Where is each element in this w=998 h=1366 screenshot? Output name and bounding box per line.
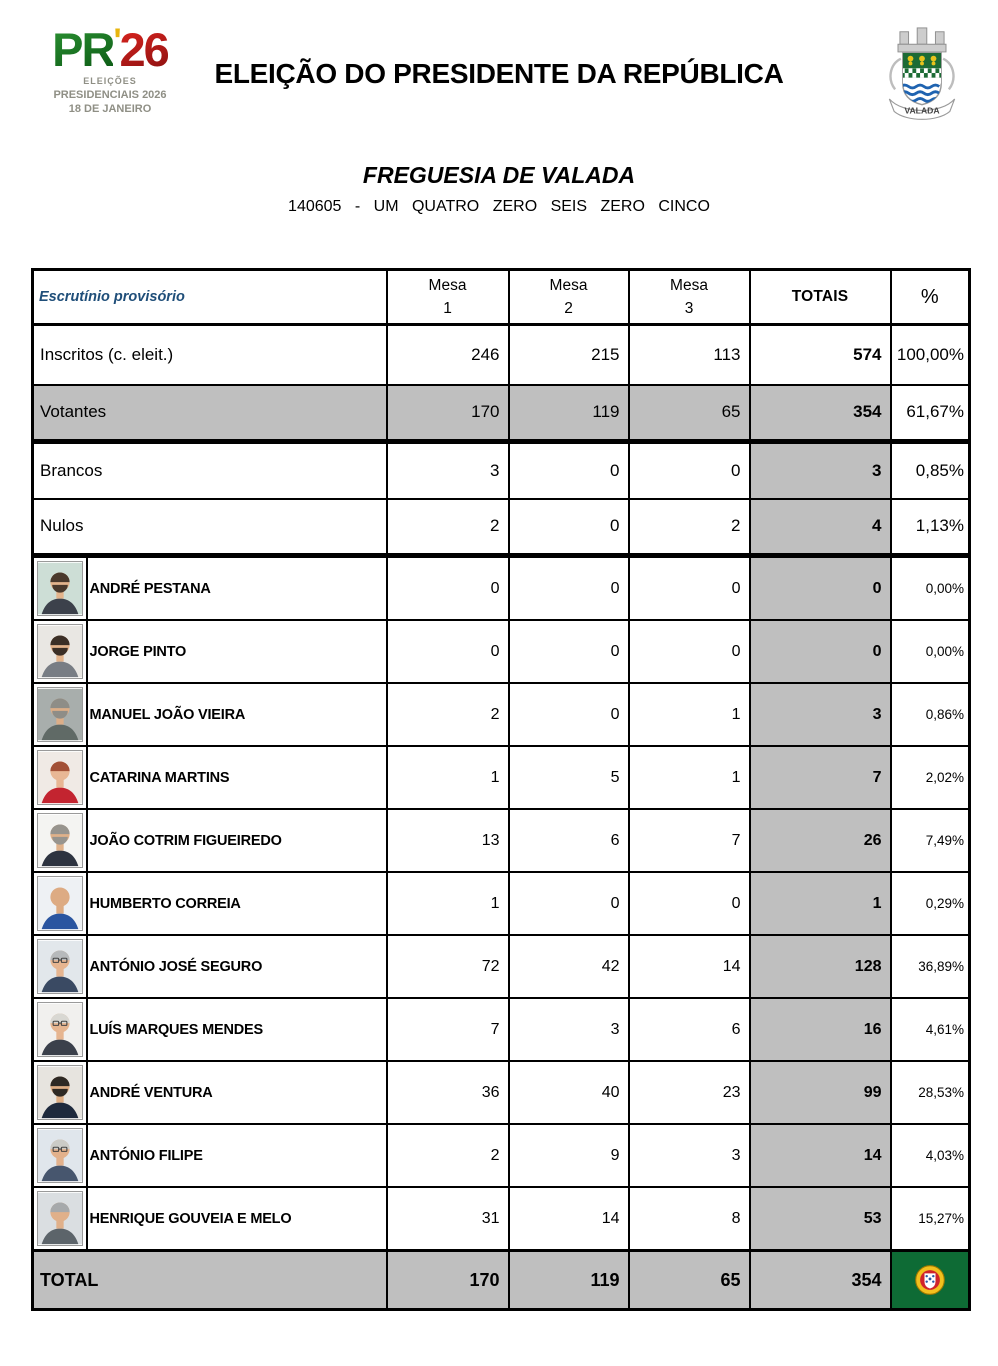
mesa3-value: 0: [629, 872, 750, 935]
candidate-photo: [37, 1065, 83, 1120]
candidate-name: JOÃO COTRIM FIGUEIREDO: [87, 809, 387, 872]
mesa1-total-value: 170: [387, 1251, 509, 1310]
candidate-name: MANUEL JOÃO VIEIRA: [87, 683, 387, 746]
candidate-row: [33, 620, 970, 683]
logo-subtext-line2: PRESIDENCIAIS 2026: [53, 88, 167, 101]
valada-coat-of-arms-icon: [874, 20, 970, 128]
mesa3-value: 0: [629, 442, 750, 499]
mesa1-value: 3: [387, 442, 509, 499]
candidate-row: [33, 746, 970, 809]
mesa2-value: 0: [509, 499, 629, 556]
freguesia-code-line: 140605 - UM QUATRO ZERO SEIS ZERO CINCO: [288, 198, 710, 215]
candidate-photo-cell: [33, 872, 87, 935]
logo-apostrophe: ': [113, 22, 120, 60]
mesa1-value: 0: [387, 556, 509, 621]
totals-value: 14: [750, 1124, 891, 1187]
mesa2-total-value: 119: [509, 1251, 629, 1310]
mesa2-value: 3: [509, 998, 629, 1061]
candidate-name: ANDRÉ PESTANA: [87, 556, 387, 621]
percent-value: 100,00%: [891, 325, 970, 385]
results-table: [31, 268, 971, 1311]
mesa2-value: 40: [509, 1061, 629, 1124]
totals-value: 0: [750, 556, 891, 621]
candidate-name: ANTÓNIO FILIPE: [87, 1124, 387, 1187]
mesa3-value: 113: [629, 325, 750, 385]
summary-row: [33, 325, 970, 385]
mesa1-value: 13: [387, 809, 509, 872]
column-header-mesa-1: Mesa 1: [387, 270, 509, 325]
candidate-photo: [37, 813, 83, 868]
candidate-photo-cell: [33, 556, 87, 621]
totals-value: 3: [750, 442, 891, 499]
grand-total-value: 354: [750, 1251, 891, 1310]
percent-value: 2,02%: [891, 746, 970, 809]
mesa2-value: 5: [509, 746, 629, 809]
mesa1-value: 2: [387, 499, 509, 556]
candidate-row: [33, 809, 970, 872]
mesa3-value: 3: [629, 1124, 750, 1187]
mesa3-value: 14: [629, 935, 750, 998]
candidate-row: [33, 998, 970, 1061]
row-label: Nulos: [33, 499, 387, 556]
total-label: TOTAL: [33, 1251, 387, 1310]
candidate-photo-cell: [33, 935, 87, 998]
candidate-photo: [37, 750, 83, 805]
candidate-photo: [37, 561, 83, 616]
mesa3-value: 0: [629, 556, 750, 621]
row-label: Votantes: [33, 385, 387, 442]
percent-value: 61,67%: [891, 385, 970, 442]
percent-value: 7,49%: [891, 809, 970, 872]
mesa1-value: 2: [387, 683, 509, 746]
logo-subtext-line3: 18 DE JANEIRO: [68, 102, 152, 115]
totals-value: 354: [750, 385, 891, 442]
candidate-photo: [37, 1002, 83, 1057]
totals-value: 16: [750, 998, 891, 1061]
mesa1-value: 72: [387, 935, 509, 998]
summary-row: [33, 499, 970, 556]
totals-value: 574: [750, 325, 891, 385]
mesa1-value: 31: [387, 1187, 509, 1251]
candidate-photo: [37, 1191, 83, 1246]
mesa1-value: 246: [387, 325, 509, 385]
mesa2-value: 0: [509, 620, 629, 683]
percent-value: 15,27%: [891, 1187, 970, 1251]
column-header-mesa-2: Mesa 2: [509, 270, 629, 325]
mesa2-value: 0: [509, 442, 629, 499]
logo-pr-text: PR: [52, 23, 114, 76]
candidate-name: ANDRÉ VENTURA: [87, 1061, 387, 1124]
mesa3-value: 0: [629, 620, 750, 683]
mesa2-value: 42: [509, 935, 629, 998]
percent-value: 4,03%: [891, 1124, 970, 1187]
portugal-flag-emblem: [891, 1251, 970, 1310]
mesa2-value: 9: [509, 1124, 629, 1187]
mesa3-value: 65: [629, 385, 750, 442]
totals-value: 53: [750, 1187, 891, 1251]
mesa1-value: 170: [387, 385, 509, 442]
summary-row: [33, 385, 970, 442]
candidate-name: CATARINA MARTINS: [87, 746, 387, 809]
candidate-photo-cell: [33, 809, 87, 872]
mesa1-value: 0: [387, 620, 509, 683]
totals-value: 128: [750, 935, 891, 998]
candidate-row: [33, 872, 970, 935]
page-header: [0, 0, 998, 148]
mesa2-value: 0: [509, 683, 629, 746]
candidate-photo: [37, 939, 83, 994]
candidate-name: ANTÓNIO JOSÉ SEGURO: [87, 935, 387, 998]
logo-year-text: 26: [119, 23, 168, 76]
mesa3-value: 2: [629, 499, 750, 556]
totals-value: 7: [750, 746, 891, 809]
column-header-percent: %: [891, 270, 970, 325]
percent-value: 0,00%: [891, 556, 970, 621]
candidate-photo: [37, 624, 83, 679]
candidate-name: HENRIQUE GOUVEIA E MELO: [87, 1187, 387, 1251]
page-title: ELEIÇÃO DO PRESIDENTE DA REPÚBLICA: [214, 58, 784, 89]
candidate-photo: [37, 687, 83, 742]
totals-value: 0: [750, 620, 891, 683]
candidate-row: [33, 556, 970, 621]
candidate-name: LUÍS MARQUES MENDES: [87, 998, 387, 1061]
column-header-mesa-3: Mesa 3: [629, 270, 750, 325]
totals-value: 1: [750, 872, 891, 935]
candidate-photo-cell: [33, 746, 87, 809]
totals-value: 3: [750, 683, 891, 746]
mesa2-value: 6: [509, 809, 629, 872]
candidate-photo-cell: [33, 683, 87, 746]
mesa3-value: 23: [629, 1061, 750, 1124]
logo-subtext-line1: ELEIÇÕES: [83, 76, 137, 86]
total-row: [33, 1251, 970, 1310]
provisional-count-label: Escrutínio provisório: [33, 270, 387, 325]
percent-value: 0,29%: [891, 872, 970, 935]
percent-value: 0,86%: [891, 683, 970, 746]
percent-value: 0,85%: [891, 442, 970, 499]
candidate-name: HUMBERTO CORREIA: [87, 872, 387, 935]
candidate-name: JORGE PINTO: [87, 620, 387, 683]
valada-crest-svg: [874, 20, 970, 128]
totals-value: 99: [750, 1061, 891, 1124]
candidate-row: [33, 1124, 970, 1187]
percent-value: 4,61%: [891, 998, 970, 1061]
candidate-photo-cell: [33, 1187, 87, 1251]
mesa3-value: 1: [629, 746, 750, 809]
portugal-flag-emblem-icon: [908, 1258, 952, 1302]
candidate-row: [33, 935, 970, 998]
totals-value: 26: [750, 809, 891, 872]
candidate-row: [33, 683, 970, 746]
mesa3-total-value: 65: [629, 1251, 750, 1310]
totals-value: 4: [750, 499, 891, 556]
mesa3-value: 6: [629, 998, 750, 1061]
mesa2-value: 119: [509, 385, 629, 442]
mesa3-value: 1: [629, 683, 750, 746]
mesa1-value: 36: [387, 1061, 509, 1124]
mesa1-value: 1: [387, 872, 509, 935]
candidate-photo-cell: [33, 1061, 87, 1124]
mesa1-value: 2: [387, 1124, 509, 1187]
percent-value: 28,53%: [891, 1061, 970, 1124]
table-header-row: [33, 270, 970, 325]
percent-value: 0,00%: [891, 620, 970, 683]
mesa2-value: 0: [509, 872, 629, 935]
mesa1-value: 7: [387, 998, 509, 1061]
freguesia-title: FREGUESIA DE VALADA: [362, 162, 636, 188]
mesa1-value: 1: [387, 746, 509, 809]
mesa3-value: 8: [629, 1187, 750, 1251]
candidate-row: [33, 1187, 970, 1251]
candidate-photo: [37, 876, 83, 931]
candidate-photo-cell: [33, 998, 87, 1061]
crest-ribbon-text: VALADA: [904, 105, 940, 116]
percent-value: 36,89%: [891, 935, 970, 998]
mesa2-value: 215: [509, 325, 629, 385]
summary-row: [33, 442, 970, 499]
mesa2-value: 14: [509, 1187, 629, 1251]
mesa2-value: 0: [509, 556, 629, 621]
candidate-photo-cell: [33, 1124, 87, 1187]
percent-value: 1,13%: [891, 499, 970, 556]
mesa3-value: 7: [629, 809, 750, 872]
candidate-photo: [37, 1128, 83, 1183]
candidate-row: [33, 1061, 970, 1124]
candidate-photo-cell: [33, 620, 87, 683]
row-label: Inscritos (c. eleit.): [33, 325, 387, 385]
column-header-totais: TOTAIS: [750, 270, 891, 325]
row-label: Brancos: [33, 442, 387, 499]
